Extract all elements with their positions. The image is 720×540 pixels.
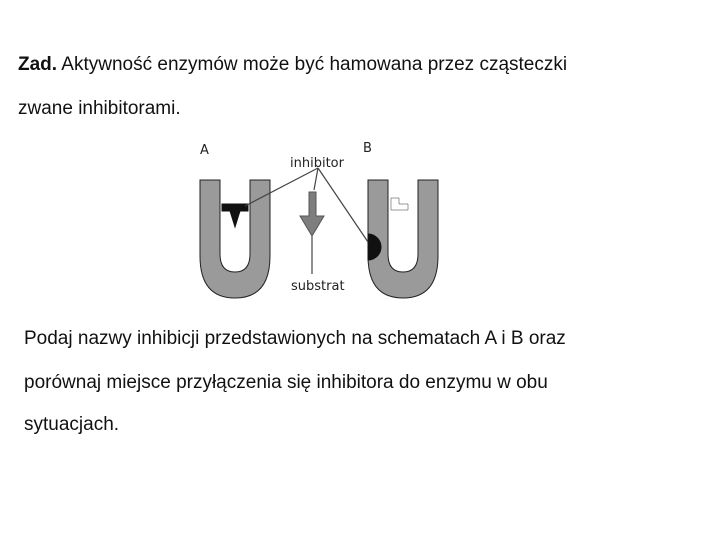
free-inhibitor-shape: [300, 192, 324, 236]
pointer-line-inhibitor-b: [318, 168, 368, 242]
question-line-1: Podaj nazwy inhibicji przedstawionych na schematach A i B oraz: [24, 328, 566, 349]
pointer-line-inhibitor-center: [314, 168, 318, 190]
label-substrat: substrat: [291, 279, 345, 294]
task-heading-line-2: zwane inhibitorami.: [18, 98, 181, 119]
enzyme-b: [368, 180, 438, 298]
label-a: A: [200, 143, 209, 158]
question-line-3: sytuacjach.: [24, 414, 120, 435]
task-intro-text: Aktywność enzymów może być hamowana przez cząsteczki: [57, 54, 568, 75]
enzyme-a: [200, 180, 270, 298]
label-b: B: [363, 141, 372, 156]
enzyme-inhibition-diagram: [190, 136, 470, 306]
enzyme-a-body: [200, 180, 270, 298]
task-heading-line-1: [18, 54, 567, 76]
substrate-site-b: [391, 198, 408, 210]
label-inhibitor: inhibitor: [290, 156, 344, 171]
question-line-2: porównaj miejsce przyłączenia się inhibitora do enzymu w obu: [24, 372, 548, 393]
task-label: Zad.: [18, 54, 58, 75]
inhibitor-a-shape: [222, 204, 248, 227]
